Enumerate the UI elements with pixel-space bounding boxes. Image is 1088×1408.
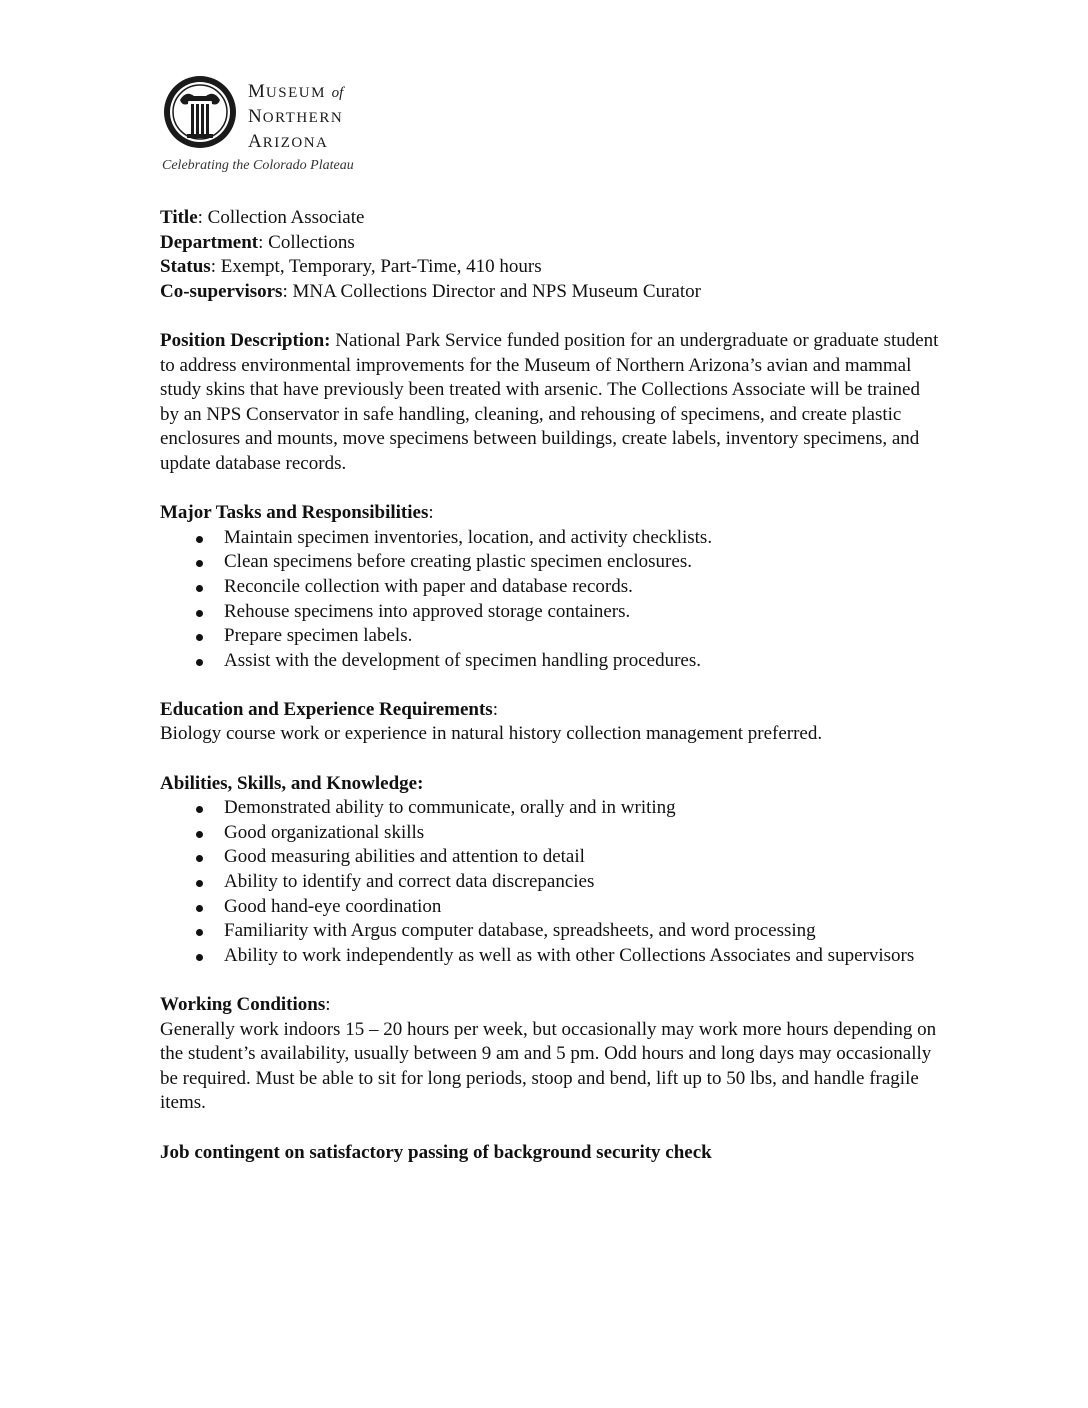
abilities-list [160, 796, 940, 968]
museum-logo [162, 74, 392, 178]
cosupervisors-line: Co-supervisors: MNA Collections Director and NPS Museum Curator [160, 280, 701, 302]
list-item: Ability to identify and correct data discrepancies [160, 870, 940, 895]
museum-emblem-icon [162, 74, 238, 150]
education-heading: Education and Experience Requirements: [160, 698, 498, 720]
bullet-icon [196, 585, 203, 592]
job-description [160, 206, 940, 1165]
title-line: Title: Collection Associate [160, 207, 365, 228]
bullet-icon [196, 560, 203, 567]
list-item: Clean specimens before creating plastic specimen enclosures. [160, 550, 940, 575]
list-item: Ability to work independently as well as with other Collections Associates and supervisors [160, 944, 940, 969]
list-item: Demonstrated ability to communicate, orally and in writing [160, 796, 940, 821]
list-item: Familiarity with Argus computer database, spreadsheets, and word processing [160, 919, 940, 944]
bullet-icon [196, 831, 203, 838]
list-item: Reconcile collection with paper and database records. [160, 575, 940, 600]
position-description: Position Description: National Park Service funded position for an undergraduate or graduate student to address environmental improvements for the Museum of Northern Arizona’s avian and mammal study skins that have previously been treated with arsenic. The Collections Associate will be trained by an NPS Conservator in safe handling, cleaning, and rehousing of specimens, and create plastic enclosures and mounts, move specimens between buildings, create labels, inventory specimens, and update database records. [160, 329, 939, 474]
bullet-icon [196, 806, 203, 813]
bullet-icon [196, 536, 203, 543]
museum-tagline: Celebrating the Colorado Plateau [162, 158, 354, 173]
status-line: Status: Exempt, Temporary, Part-Time, 410 hours [160, 256, 542, 278]
abilities-heading: Abilities, Skills, and Knowledge: [160, 772, 424, 794]
working-heading: Working Conditions: [160, 994, 331, 1015]
list-item: Prepare specimen labels. [160, 624, 940, 649]
bullet-icon [196, 929, 203, 936]
bullet-icon [196, 610, 203, 617]
list-item: Good measuring abilities and attention to detail [160, 845, 940, 870]
education-text: Biology course work or experience in natural history collection management preferred. [160, 723, 823, 745]
list-item: Assist with the development of specimen handling procedures. [160, 649, 940, 674]
bullet-icon [196, 634, 203, 641]
museum-name: MUSEUM of NORTHERN ARIZONA [248, 81, 344, 152]
list-item: Maintain specimen inventories, location, and activity checklists. [160, 526, 940, 551]
bullet-icon [196, 954, 203, 961]
bullet-icon [196, 855, 203, 862]
list-item: Good organizational skills [160, 821, 940, 846]
list-item: Rehouse specimens into approved storage containers. [160, 600, 940, 625]
working-text: Generally work indoors 15 – 20 hours per week, but occasionally may work more hours depending on the student’s availability, usually between 9 am and 5 pm. Odd hours and long days may occasionally be required. Must be able to sit for long periods, stoop and bend, lift up to 50 lbs, and handle fragile items. [160, 1018, 937, 1114]
department-line: Department: Collections [160, 231, 355, 253]
bullet-icon [196, 880, 203, 887]
tasks-list [160, 526, 940, 674]
background-check-note: Job contingent on satisfactory passing of background security check [160, 1141, 712, 1163]
list-item: Good hand-eye coordination [160, 895, 940, 920]
bullet-icon [196, 659, 203, 666]
bullet-icon [196, 905, 203, 912]
tasks-heading: Major Tasks and Responsibilities: [160, 502, 434, 524]
